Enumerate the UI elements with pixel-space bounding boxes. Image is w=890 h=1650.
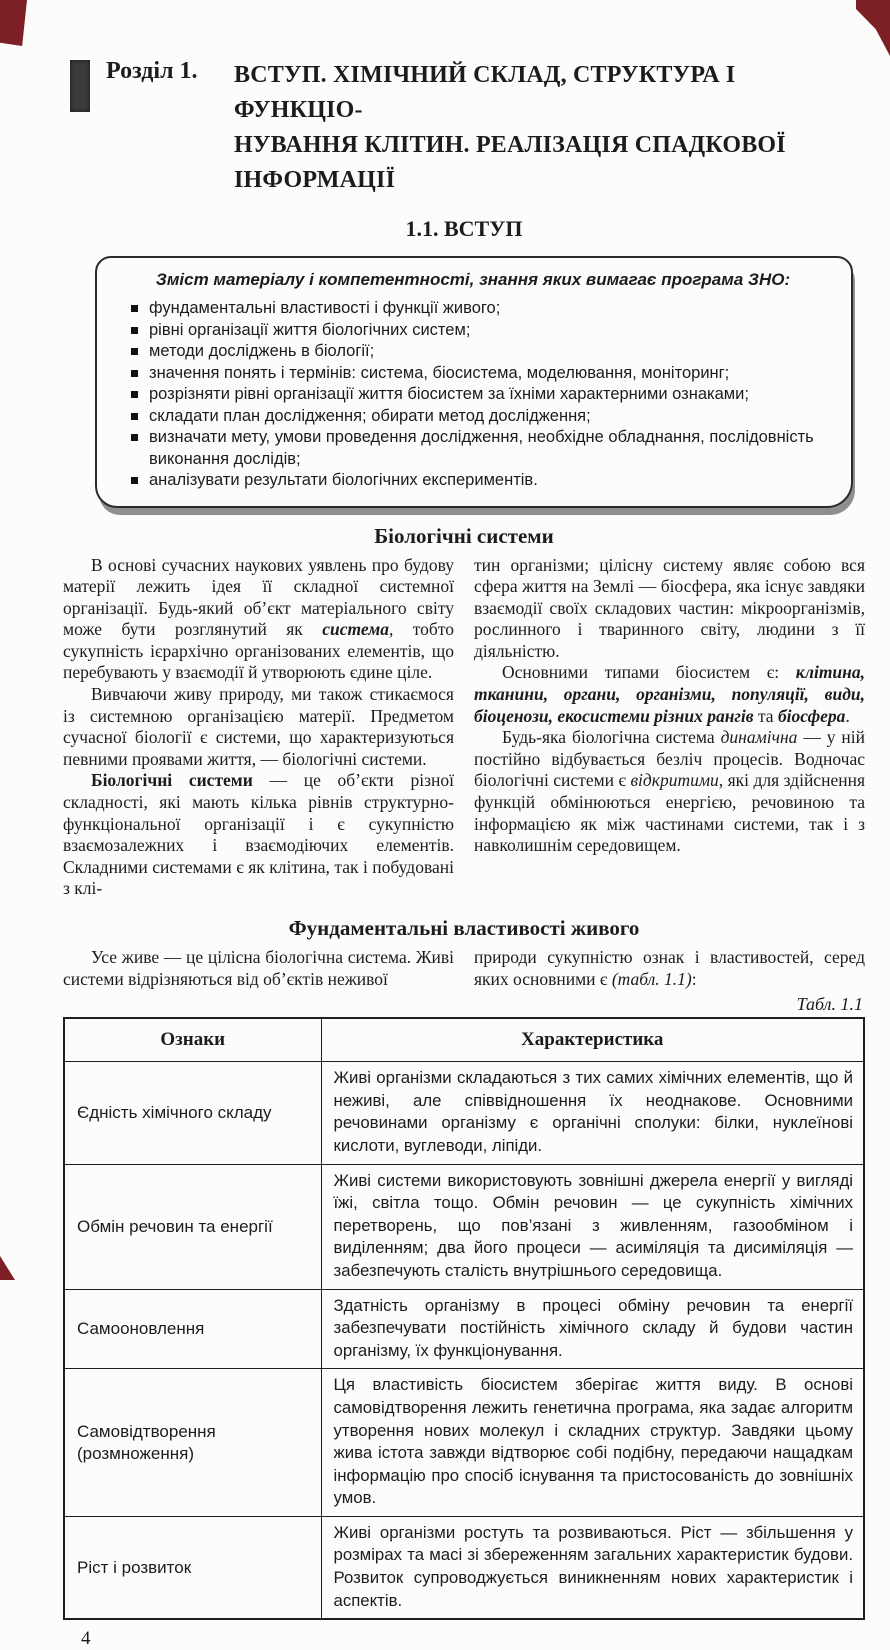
left-column xyxy=(63,555,454,901)
chapter-marker-bar xyxy=(70,60,90,112)
paragraph: Будь-яка біологічна система динамічна — у ній постійно відбувається безліч процесів. Водночас біологічні системи є відкритими, які для здійснення функцій обмінюються енергією, речовиною та інформацією як між частинами системи, так і з навколишнім середовищем. xyxy=(474,727,866,856)
chapter-title-line-1: ВСТУП. ХІМІЧНИЙ СКЛАД, СТРУКТУРА І ФУНКЦІО- xyxy=(234,62,736,123)
page-number: 4 xyxy=(81,1628,91,1650)
feature-cell: Самовідтворення (розмноження) xyxy=(64,1369,321,1517)
section-subtitle: 1.1. ВСТУП xyxy=(405,216,523,241)
chapter-header xyxy=(63,58,865,242)
description-cell: Живі організми ростуть та розвиваються. Ріст — збільшення у розмірах та масі зі збереженням загальних характеристик будови. Розвиток супроводжується виникненням нових характеристик і аспектів. xyxy=(321,1516,864,1619)
section-heading-fundamental-properties: Фундаментальні властивості живого xyxy=(288,916,640,940)
description-cell: Ця властивість біосистем зберігає життя виду. В основі самовідтворення лежить генетична програма, яка задає алгоритм утворення нових молекул і складних структур. Завдяки цьому жива істота завжди відтворює собі подібну, передаючи нащадкам інформацію про спосіб існування та пристосованість до зовнішніх умов. xyxy=(321,1369,864,1517)
right-column xyxy=(474,947,865,990)
feature-cell: Обмін речовин та енергії xyxy=(64,1164,321,1289)
table-row xyxy=(64,1164,864,1289)
description-cell: Живі організми складаються з тих самих хімічних елементів, що й неживі, але співвідношення їх неоднакове. Основними речовинами організму є органічні сполуки: білки, нуклеїнові кислоти, вуглеводи, ліпіди. xyxy=(321,1062,864,1164)
competency-item: розрізняти рівні організації життя біосистем за їхніми характерними ознаками; xyxy=(127,384,825,406)
book-cover-corner-bottom-left-icon xyxy=(0,1256,15,1280)
paragraph: природи сукупністю ознак і властивостей, серед яких основними є (табл. 1.1): xyxy=(474,947,865,989)
paragraph: В основі сучасних наукових уявлень про будову матерії лежить ідея її складної системної організації. Будь-який об’єкт матеріального світу може бути розглянутий як система, тобто сукупність ієрархічно організованих елементів, що перебувають у взаємодії й утворюють єдине ціле. xyxy=(63,554,454,683)
description-cell: Живі системи використовують зовнішні джерела енергії у вигляді їжі, світла тощо. Обмін речовин — це сукупність хімічних перетворень, що пов’язані з живленням, газообміном і виділенням; два його процеси — асиміляція та дисиміляція — забезпечують сталість внутрішнього середовища. xyxy=(321,1164,864,1289)
table-row xyxy=(64,1516,864,1619)
section-heading-biological-systems: Біологічні системи xyxy=(374,523,554,548)
paragraph: Основними типами біосистем є: клітина, тканини, органи, організми, популяції, види, біоценози, екосистеми різних рангів та біосфера. xyxy=(474,662,865,726)
feature-cell: Єдність хімічного складу xyxy=(64,1062,321,1164)
chapter-title-row xyxy=(70,58,865,198)
paragraph: Усе живе — це цілісна біологічна система. Живі системи відрізняються від об’єктів неживої xyxy=(63,947,454,989)
table-row xyxy=(64,1289,864,1369)
right-column xyxy=(474,555,865,901)
competencies-list xyxy=(127,298,825,492)
left-column xyxy=(63,947,454,990)
table-row xyxy=(64,1369,864,1517)
table-header xyxy=(64,1018,864,1062)
book-cover-corner-top-right-icon xyxy=(856,0,890,56)
competency-item: визначати мету, умови проведення дослідження, необхідне обладнання, послідовність виконання дослідів; xyxy=(127,427,825,470)
book-cover-corner-top-left-icon xyxy=(0,0,27,46)
table-caption: Табл. 1.1 xyxy=(796,994,863,1015)
feature-cell: Самооновлення xyxy=(64,1289,321,1369)
chapter-title-line-2: НУВАННЯ КЛІТИН. РЕАЛІЗАЦІЯ СПАДКОВОЇ xyxy=(234,132,786,158)
paragraph: Біологічні системи — це об’єкти різної складності, які мають кілька рівнів структурно-функціональної організації і є сукупністю взаємозалежних і взаємодіючих елементів. Складними системами є як клітина, так і побудовані з клі- xyxy=(63,770,454,899)
column-header-description: Характеристика xyxy=(321,1018,864,1062)
two-column-text-biological-systems xyxy=(63,555,865,901)
table-row xyxy=(64,1062,864,1164)
description-cell: Здатність організму в процесі обміну речовин та енергії забезпечувати постійність хімічного складу й будови частин організму, їх функціонування. xyxy=(321,1289,864,1369)
feature-cell: Ріст і розвиток xyxy=(64,1516,321,1619)
table-header-row xyxy=(64,1018,864,1062)
competency-item: складати план дослідження; обирати метод дослідження; xyxy=(127,406,825,428)
zno-competencies-box xyxy=(95,256,853,508)
paragraph: Вивчаючи живу природу, ми також стикаємося із системною організацією матерії. Предметом сучасної біології є системи, що характеризуються певними проявами життя, — біологічні системи. xyxy=(63,684,454,769)
column-header-feature: Ознаки xyxy=(64,1018,321,1062)
competency-item: аналізувати результати біологічних експериментів. xyxy=(127,470,825,492)
chapter-title-line-3: ІНФОРМАЦІЇ xyxy=(234,167,396,193)
competency-item: методи досліджень в біології; xyxy=(127,341,825,363)
chapter-title xyxy=(234,58,865,198)
competency-item: значення понять і термінів: система, біосистема, моделювання, моніторинг; xyxy=(127,363,825,385)
properties-of-life-table xyxy=(63,1017,865,1620)
chapter-label: Розділ 1. xyxy=(106,58,198,84)
paragraph: тин організми; цілісну систему являє собою вся сфера життя на Землі — біосфера, яка існує завдяки взаємодії своїх складових частин: мікроорганізмів, рослинного і тваринного світу, людини з її діяльністю. xyxy=(474,554,865,661)
table-body xyxy=(64,1062,864,1620)
competency-item: фундаментальні властивості і функції живого; xyxy=(127,298,825,320)
two-column-text-fundamental-properties xyxy=(63,947,865,990)
competencies-box-title: Зміст матеріалу і компетентності, знання яких вимагає програма ЗНО: xyxy=(155,270,791,289)
competency-item: рівні організації життя біологічних систем; xyxy=(127,320,825,342)
